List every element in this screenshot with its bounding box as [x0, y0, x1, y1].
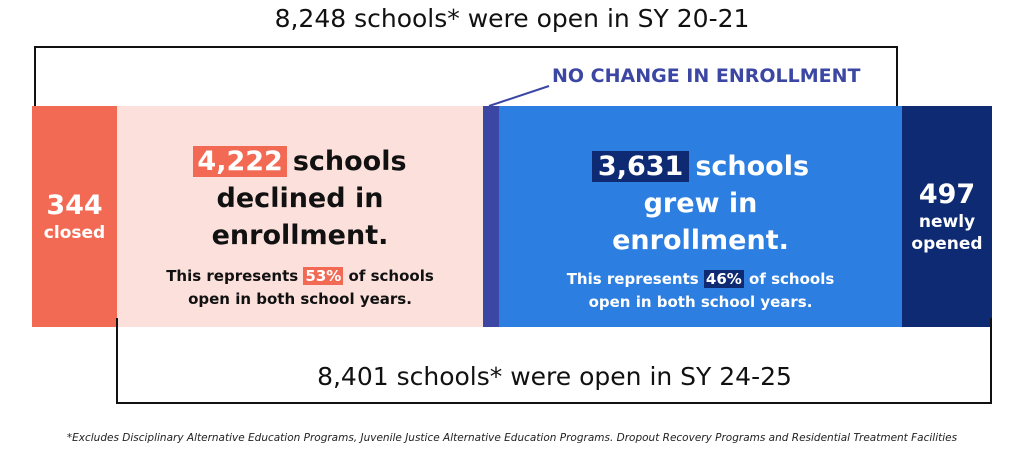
- grew-percent: 46%: [705, 270, 742, 288]
- declined-line2: declined in: [216, 183, 384, 214]
- footnote: *Excludes Disciplinary Alternative Education Programs, Juvenile Justice Alternative Education Programs. Dropout Recovery Programs and Residential Treatment Facilities: [66, 432, 958, 444]
- grew-sub-line2: open in both school years.: [588, 293, 813, 311]
- opened-count: 497: [918, 178, 976, 210]
- closed-label: closed: [43, 222, 106, 243]
- grew-subtext: [499, 268, 902, 314]
- no-change-label: NO CHANGE IN ENROLLMENT: [552, 65, 861, 87]
- declined-count: 4,222: [193, 146, 286, 177]
- closed-count: 344: [46, 189, 103, 221]
- sy24-25-total-title: 8,401 schools* were open in SY 24-25: [317, 362, 792, 391]
- opened-segment: [902, 106, 992, 327]
- grew-sub-prefix: This represents: [566, 270, 699, 288]
- grew-count: 3,631: [592, 151, 689, 182]
- opened-label-line2: opened: [911, 233, 983, 254]
- declined-sub-prefix: This represents: [166, 267, 299, 285]
- grew-line3: enrollment.: [612, 225, 789, 256]
- declined-sub-line2: open in both school years.: [188, 290, 412, 308]
- sy24-25-bracket: [116, 318, 992, 404]
- grew-line2: grew in: [643, 188, 758, 219]
- sy20-21-total-title: 8,248 schools* were open in SY 20-21: [274, 4, 750, 33]
- closed-segment: [32, 106, 117, 327]
- declined-headline: [117, 143, 483, 254]
- grew-line1: schools: [695, 151, 810, 182]
- grew-sub-suffix: of schools: [749, 270, 835, 288]
- declined-subtext: [117, 265, 483, 311]
- grew-headline: [499, 148, 902, 259]
- declined-line3: enrollment.: [211, 220, 389, 251]
- declined-sub-suffix: of schools: [348, 267, 434, 285]
- no-change-segment: [483, 106, 499, 327]
- declined-percent: 53%: [305, 267, 342, 285]
- opened-label-line1: newly: [918, 211, 976, 232]
- declined-line1: schools: [292, 146, 407, 177]
